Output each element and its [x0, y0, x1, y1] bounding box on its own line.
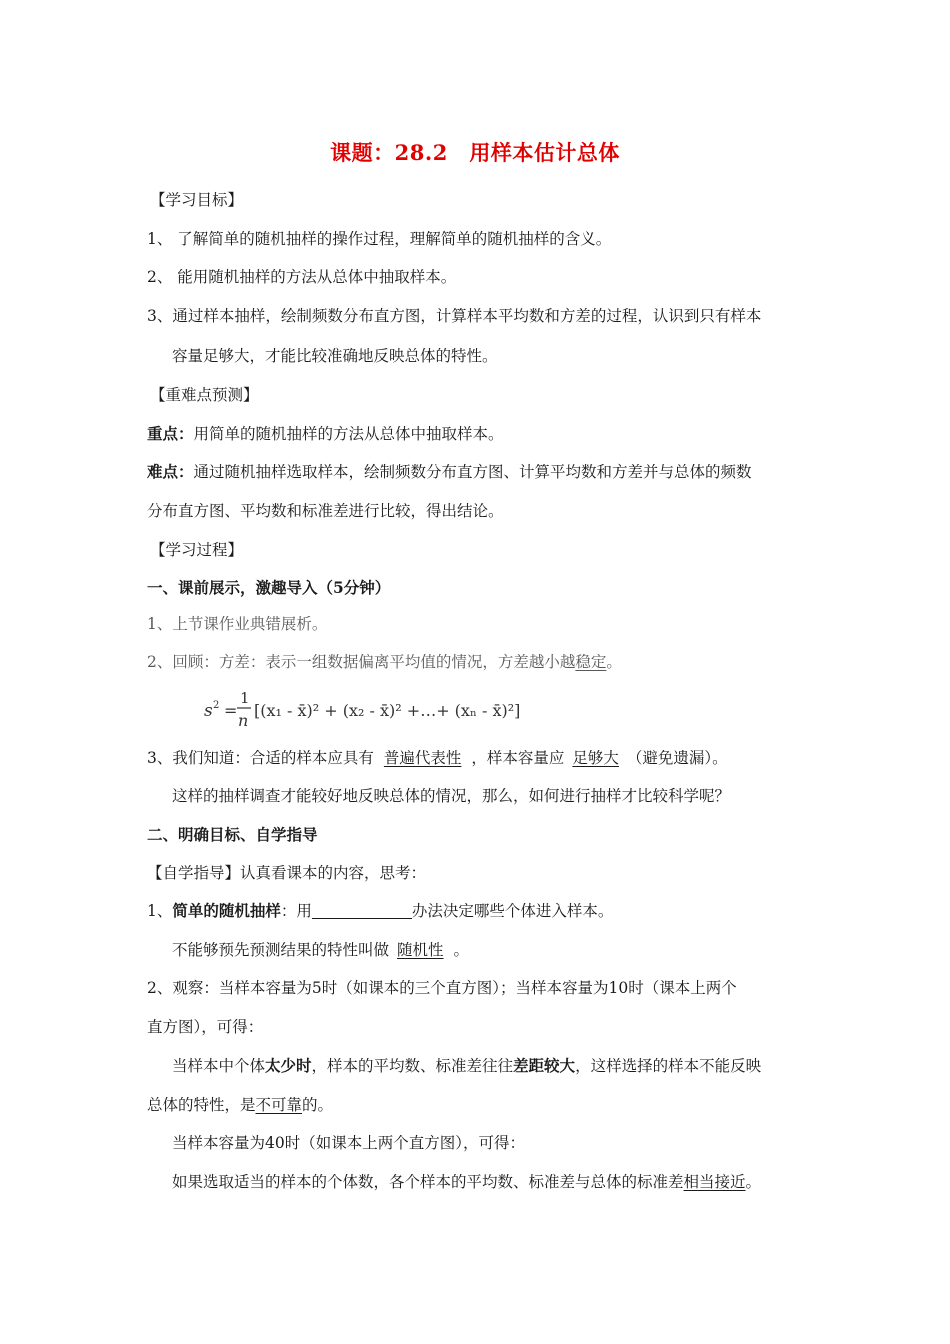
formula-body: [(x₁ - x̄)² + (x₂ - x̄)² +…+ (xₙ - x̄)²] [254, 701, 521, 720]
s2-p3-suffix: 。 [745, 1173, 762, 1191]
s2-item-1-cont-answer: 随机性 [397, 941, 444, 959]
hard-text: 通过随机抽样选取样本，绘制频数分布直方图、计算平均数和方差并与总体的频数 [193, 463, 752, 481]
s2-p3-answer: 相当接近 [683, 1173, 746, 1191]
formula-sup: 2 [213, 700, 220, 711]
variance-formula [204, 688, 534, 732]
s2-item-2: 2、观察：当样本容量为5时（如课本的三个直方图）；当样本容量为10时（课本上两个 [147, 979, 737, 997]
s2-item-1-mid: ：用 [280, 902, 312, 920]
formula-lhs: s [204, 701, 213, 721]
guide-label: 【自学指导】 [147, 864, 241, 882]
s1-item-3-text: 3、我们知道：合适的样本应具有 [147, 749, 374, 767]
s2-item-1-cont-text: 不能够预先预测结果的特性叫做 [172, 941, 390, 959]
guide-text: 认真看课本的内容，思考： [240, 864, 427, 882]
self-study-guide [147, 863, 426, 883]
s2-item-1-term: 简单的随机抽样 [172, 901, 281, 920]
key-label: 重点： [147, 424, 194, 443]
s2-item-2-cont: 直方图），可得： [147, 1018, 264, 1036]
page-title: 课题：28.2 用样本估计总体 [330, 140, 620, 165]
s2-item-1-cont [172, 940, 469, 960]
s2-paragraph-1 [172, 1056, 761, 1076]
s1-item-2 [147, 652, 622, 672]
s1-item-2-suffix: 。 [606, 653, 622, 671]
s2-paragraph-3 [172, 1172, 761, 1192]
goal-item-3-cont: 容量足够大，才能比较准确地反映总体的特性。 [172, 347, 498, 365]
s2-p1-cont-text: 总体的特性，是 [147, 1096, 256, 1114]
formula-eq: = [224, 701, 238, 720]
s1-item-3-answer-1: 普遍代表性 [383, 749, 462, 767]
goal-item-3: 3、通过样本抽样，绘制频数分布直方图，计算样本平均数和方差的过程，认识到只有样本 [147, 307, 762, 325]
fill-in-blank [312, 902, 412, 919]
goal-item-1: 1、 了解简单的随机抽样的操作过程，理解简单的随机抽样的含义。 [147, 230, 612, 248]
s2-p1-bold-1: 太少时 [265, 1056, 312, 1075]
s1-item-2-text: 2、回顾：方差：表示一组数据偏离平均值的情况，方差越小越 [147, 653, 576, 671]
s1-item-3-suffix: （避免遗漏）。 [626, 749, 728, 767]
goal-item-2: 2、 能用随机抽样的方法从总体中抽取样本。 [147, 268, 457, 286]
s1-item-1: 1、上节课作业典错展析。 [147, 615, 328, 633]
s2-item-1-cont-suffix: 。 [453, 941, 470, 959]
s1-item-3-cont: 这样的抽样调查才能较好地反映总体的情况，那么，如何进行抽样才比较科学呢？ [172, 787, 731, 805]
formula-num: 1 [240, 689, 250, 707]
s2-paragraph-2: 当样本容量为40时（如课本上两个直方图），可得： [172, 1134, 525, 1152]
hard-label: 难点： [147, 462, 194, 481]
s2-item-1-suffix: 办法决定哪些个体进入样本。 [411, 902, 614, 920]
s2-p3-text: 如果选取适当的样本的个体数，各个样本的平均数、标准差与总体的标准差 [172, 1173, 684, 1191]
s2-item-1 [147, 901, 613, 921]
process-heading: 【学习过程】 [150, 541, 244, 559]
s1-item-3-mid: ，样本容量应 [471, 749, 565, 767]
s1-item-2-answer: 稳定 [575, 653, 607, 671]
hard-point-cont: 分布直方图、平均数和标准差进行比较，得出结论。 [147, 502, 504, 520]
goals-heading: 【学习目标】 [150, 191, 244, 209]
s2-paragraph-1-cont [147, 1095, 333, 1115]
s2-p1-cont-answer: 不可靠 [255, 1096, 303, 1114]
s2-p1-c: ，样本的平均数、标准差往往 [311, 1057, 514, 1075]
section2-title: 二、明确目标、自学指导 [147, 825, 318, 844]
keypoints-heading: 【重难点预测】 [150, 386, 259, 404]
formula-den: n [238, 711, 249, 730]
hard-point [147, 462, 752, 482]
key-point [147, 424, 504, 444]
key-text: 用简单的随机抽样的方法从总体中抽取样本。 [193, 425, 504, 443]
s2-p1-cont-suffix: 的。 [302, 1096, 334, 1114]
s2-p1-e: ，这样选择的样本不能反映 [575, 1057, 762, 1075]
s1-item-3 [147, 748, 728, 768]
s2-p1-a: 当样本中个体 [172, 1057, 266, 1075]
s2-item-1-num: 1、 [147, 902, 173, 920]
section1-title: 一、课前展示，激趣导入（5分钟） [147, 578, 391, 597]
s2-p1-bold-2: 差距较大 [513, 1056, 576, 1075]
s1-item-3-answer-2: 足够大 [572, 749, 619, 767]
